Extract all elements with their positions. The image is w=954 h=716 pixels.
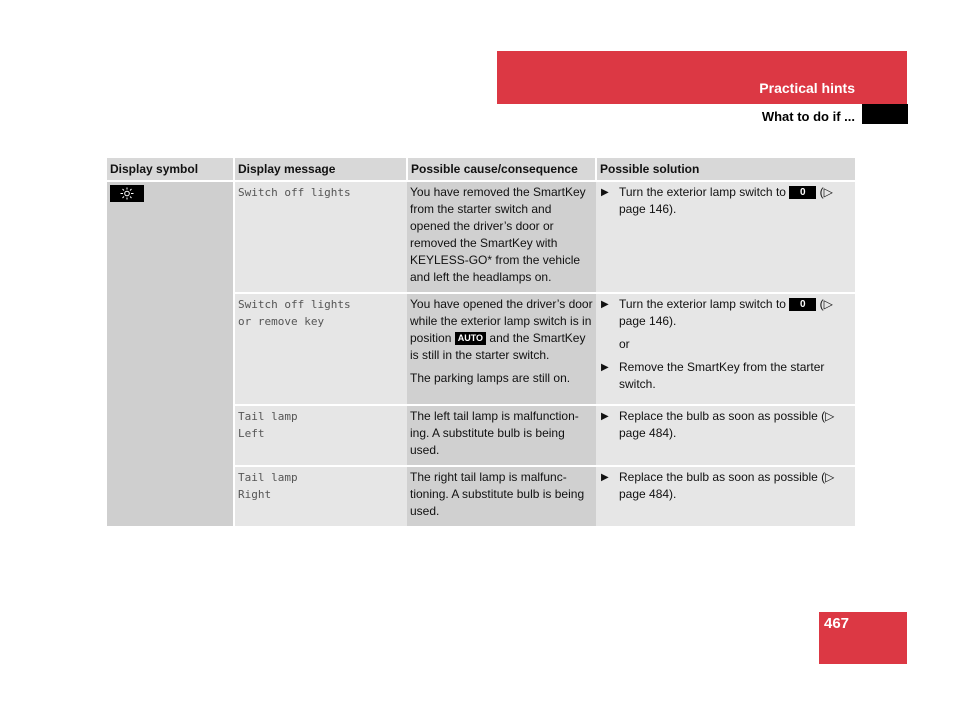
possible-solution	[596, 181, 855, 293]
possible-cause	[407, 293, 596, 405]
solution-step	[599, 408, 852, 442]
column-header: Display message	[234, 158, 407, 181]
display-message: Tail lamp Right	[234, 466, 407, 527]
column-header: Display symbol	[107, 158, 234, 181]
solution-text: Replace the bulb as soon as possible (▷ page 484).	[619, 470, 835, 501]
display-symbol-cell	[107, 181, 234, 527]
solution-or: or	[619, 337, 630, 351]
solution-step	[599, 296, 852, 330]
column-header: Possible cause/consequence	[407, 158, 596, 181]
table-row	[107, 181, 855, 293]
possible-solution	[596, 293, 855, 405]
auto-position-icon: AUTO	[455, 332, 486, 345]
column-header: Possible solution	[596, 158, 855, 181]
solution-text: Turn the exterior lamp switch to	[619, 297, 786, 311]
solution-text: Turn the exterior lamp switch to	[619, 185, 786, 199]
section-title: Practical hints	[759, 80, 855, 96]
bullet-arrow-icon: ▶	[601, 299, 609, 310]
switch-position-zero-icon: 0	[789, 298, 816, 311]
cause-paragraph: The parking lamps are still on.	[410, 371, 571, 385]
display-message: Tail lamp Left	[234, 405, 407, 466]
page-reference: (▷ page 146).	[619, 297, 833, 328]
solution-text: Remove the SmartKey from the starter switch.	[619, 360, 825, 391]
header-banner	[497, 51, 907, 104]
cause-text: You have opened the driver’s door while the exterior lamp switch is in position	[410, 297, 593, 345]
page-reference: (▷ page 146).	[619, 185, 833, 216]
possible-cause: The left tail lamp is malfunction-ing. A substitute bulb is being used.	[407, 405, 596, 466]
bullet-arrow-icon: ▶	[601, 411, 609, 422]
bullet-arrow-icon: ▶	[601, 187, 609, 198]
display-message: Switch off lights or remove key	[234, 293, 407, 405]
cause-paragraph	[410, 296, 593, 364]
page-number: 467	[824, 615, 850, 632]
hints-table	[107, 158, 855, 528]
section-tab-marker	[862, 104, 908, 124]
possible-solution	[596, 466, 855, 527]
table-header-row	[107, 158, 855, 181]
switch-position-zero-icon: 0	[789, 186, 816, 199]
cause-text: and the SmartKey is still in the starter switch.	[410, 331, 586, 362]
solution-step	[599, 469, 852, 503]
solution-text: Replace the bulb as soon as possible (▷ page 484).	[619, 409, 835, 440]
solution-step	[599, 184, 852, 218]
exterior-lamp-icon	[110, 185, 144, 202]
page-subtitle: What to do if ...	[761, 109, 855, 124]
bullet-arrow-icon: ▶	[601, 362, 609, 373]
display-message: Switch off lights	[234, 181, 407, 293]
possible-solution	[596, 405, 855, 466]
bullet-arrow-icon: ▶	[601, 472, 609, 483]
possible-cause: The right tail lamp is malfunc-tioning. A substitute bulb is being used.	[407, 466, 596, 527]
possible-cause: You have removed the SmartKey from the starter switch and opened the driver’s door or removed the SmartKey with KEYLESS-GO* from the vehicle and left the headlamps on.	[407, 181, 596, 293]
solution-step	[599, 359, 852, 393]
